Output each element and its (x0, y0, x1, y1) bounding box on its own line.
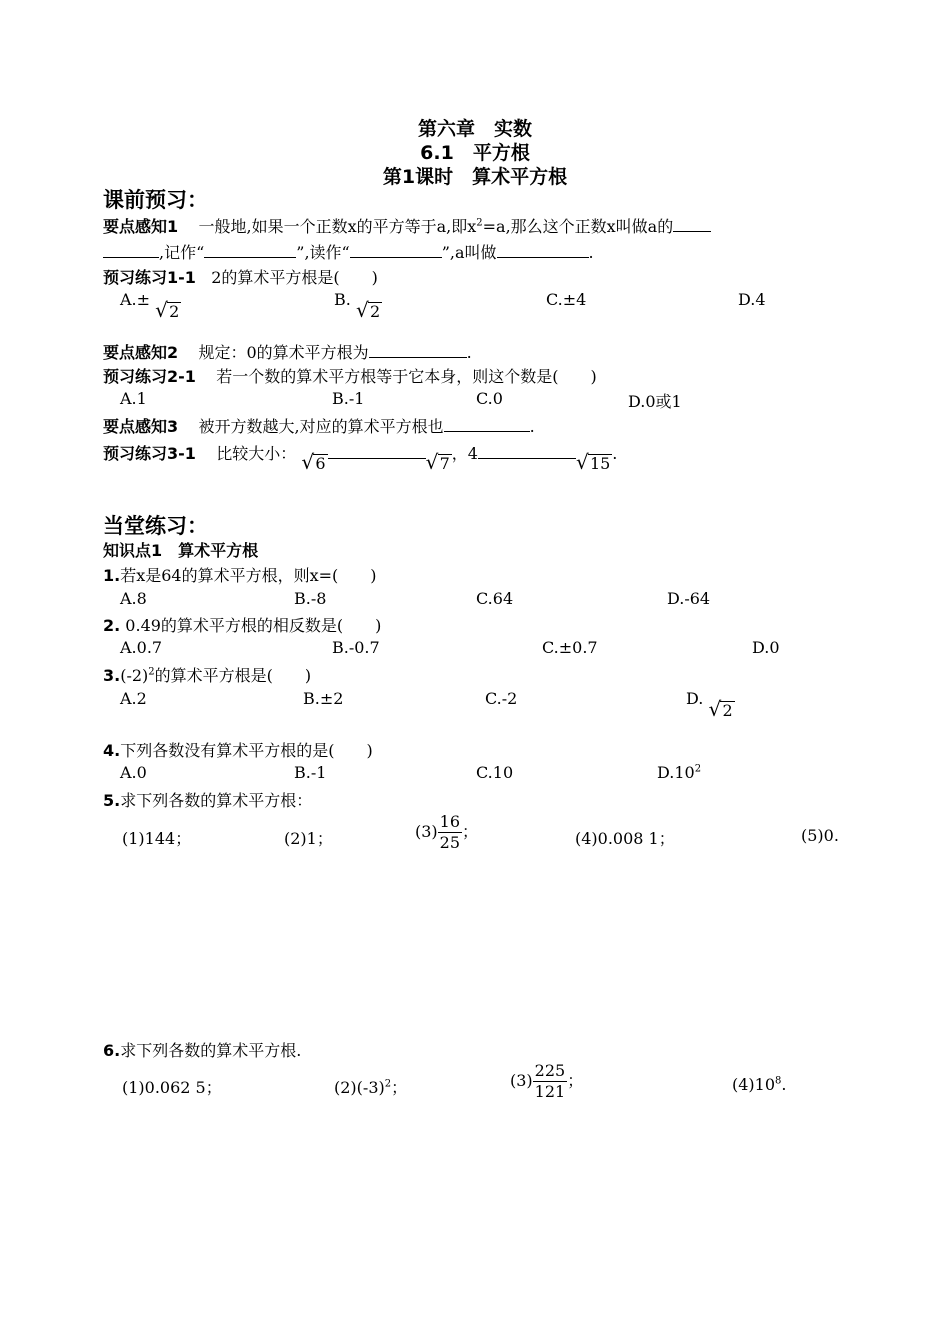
option-d[interactable] (657, 763, 701, 782)
point-2 (103, 340, 472, 363)
point-1-text-d: ”,读作“ (296, 243, 350, 262)
question-number: 6. (103, 1041, 121, 1060)
sqrt: √ 2 (155, 298, 180, 322)
option-d[interactable]: D.0或1 (628, 392, 682, 411)
exercise-1-1-text: 2的算术平方根是( ) (211, 268, 378, 287)
blank[interactable] (478, 444, 576, 459)
option-d-label: D.10 (657, 763, 695, 782)
blank[interactable] (103, 243, 159, 258)
sqrt: √ 2 (708, 697, 733, 721)
sqrt: √ 7 (425, 450, 450, 474)
item-end: . (781, 1075, 787, 1094)
end-mark: . (612, 444, 618, 463)
option-a[interactable]: A.0 (120, 763, 147, 782)
question-text: 0.49的算术平方根的相反数是( ) (120, 616, 382, 635)
question-text: 求下列各数的算术平方根. (120, 1041, 302, 1060)
option-b[interactable]: B.-1 (294, 763, 327, 782)
question-4 (103, 738, 373, 761)
option-a[interactable]: A.1 (120, 389, 147, 408)
knowledge-point-1: 知识点1 算术平方根 (103, 541, 259, 560)
question-3 (103, 663, 311, 686)
item-label: (2)(-3) (334, 1078, 385, 1097)
blank[interactable] (328, 444, 426, 459)
sqrt: √ 6 (301, 450, 326, 474)
q5-item-2: (2)1； (284, 829, 333, 848)
sqrt: √ 2 (355, 298, 381, 322)
question-text: 求下列各数的算术平方根： (120, 791, 313, 810)
option-b[interactable]: B.±2 (303, 689, 344, 708)
question-6 (103, 1038, 301, 1061)
option-a[interactable] (120, 290, 181, 322)
point-3-end: . (529, 417, 535, 436)
option-d[interactable]: D.0 (752, 638, 780, 657)
item-end: ； (567, 1071, 584, 1090)
superscript: 2 (694, 763, 702, 775)
question-2 (103, 613, 381, 636)
question-number: 2. (103, 616, 121, 635)
option-a[interactable]: A.8 (120, 589, 147, 608)
blank[interactable] (673, 217, 711, 232)
separator: ，4 (451, 444, 478, 463)
question-text: 的算术平方根是( ) (154, 666, 312, 685)
preview-heading: 课前预习： (103, 188, 208, 212)
fraction: $\frac{225}{121}$ (534, 1061, 566, 1101)
point-1-text-b: =a,那么这个正数x叫做a的 (482, 217, 674, 236)
q6-item-3 (510, 1061, 583, 1102)
question-text: 下列各数没有算术平方根的是( ) (120, 741, 373, 760)
lesson-title: 第1课时 算术平方根 (382, 166, 568, 188)
option-b[interactable]: B.-0.7 (332, 638, 380, 657)
option-b[interactable]: B.-1 (332, 389, 365, 408)
question-text: (-2) (120, 666, 149, 685)
q5-item-3 (415, 812, 478, 853)
question-number: 4. (103, 741, 121, 760)
option-d[interactable] (686, 689, 735, 721)
blank[interactable] (497, 243, 589, 258)
point-2-end: . (466, 343, 472, 362)
exercise-2-1-label: 预习练习2-1 (103, 367, 196, 386)
point-1-text-a: 一般地,如果一个正数x的平方等于a,即x (198, 217, 477, 236)
classwork-heading: 当堂练习： (103, 514, 208, 538)
point-3-label: 要点感知3 (103, 417, 179, 436)
option-a-label: A.± (120, 290, 151, 309)
item-end: ； (391, 1078, 408, 1097)
point-1-sup: 2 (476, 217, 483, 229)
item-end: ； (462, 822, 479, 841)
option-a[interactable]: A.2 (120, 689, 147, 708)
q6-item-1: (1)0.062 5； (122, 1078, 222, 1097)
option-c[interactable]: C.64 (476, 589, 514, 608)
option-c[interactable]: C.10 (476, 763, 514, 782)
question-1 (103, 563, 377, 586)
point-3-text: 被开方数越大,对应的算术平方根也 (198, 417, 444, 436)
q5-item-4: (4)0.008 1； (575, 829, 675, 848)
section-title: 6.1 平方根 (420, 142, 530, 164)
point-2-text: 规定：0的算术平方根为 (198, 343, 369, 362)
question-number: 1. (103, 566, 121, 585)
option-c[interactable]: C.-2 (485, 689, 518, 708)
q5-item-5: (5)0. (801, 826, 839, 845)
blank[interactable] (444, 417, 530, 432)
point-1-text-f: . (588, 243, 594, 262)
option-b[interactable] (334, 290, 382, 322)
item-label: (3) (415, 822, 438, 841)
exercise-3-1 (103, 441, 618, 474)
superscript: 2 (384, 1078, 392, 1090)
option-c[interactable]: C.±0.7 (542, 638, 598, 657)
option-d[interactable]: D.4 (738, 290, 766, 309)
option-d[interactable]: D.-64 (667, 589, 711, 608)
chapter-title: 第六章 实数 (417, 118, 532, 140)
q5-item-1: (1)144； (122, 829, 192, 848)
point-1-text-c: ,记作“ (159, 243, 205, 262)
point-1-line-1 (103, 214, 711, 237)
fraction: $\frac{16}{25}$ (439, 812, 461, 852)
point-2-label: 要点感知2 (103, 343, 179, 362)
exercise-2-1-text: 若一个数的算术平方根等于它本身，则这个数是( ) (216, 367, 597, 386)
option-b-label: B. (334, 290, 351, 309)
question-text: 若x是64的算术平方根，则x=( ) (120, 566, 377, 585)
exercise-1-1 (103, 265, 378, 288)
exercise-1-1-label: 预习练习1-1 (103, 268, 196, 287)
blank[interactable] (369, 343, 467, 358)
option-b[interactable]: B.-8 (294, 589, 327, 608)
option-a[interactable]: A.0.7 (120, 638, 163, 657)
q6-item-4 (732, 1075, 787, 1094)
item-label: (3) (510, 1071, 533, 1090)
point-1-text-e: ”,a叫做 (441, 243, 497, 262)
item-label: (4)10 (732, 1075, 776, 1094)
question-number: 3. (103, 666, 121, 685)
question-5 (103, 788, 312, 811)
point-1-line-2 (103, 240, 594, 263)
exercise-3-1-label: 预习练习3-1 (103, 444, 196, 463)
blank[interactable] (204, 243, 296, 258)
exercise-3-1-text: 比较大小： (216, 444, 297, 463)
point-1-label: 要点感知1 (103, 217, 179, 236)
option-c[interactable]: C.±4 (546, 290, 587, 309)
superscript: 8 (775, 1075, 782, 1087)
exercise-2-1 (103, 364, 597, 387)
blank[interactable] (350, 243, 442, 258)
question-number: 5. (103, 791, 121, 810)
point-3 (103, 414, 535, 437)
q6-item-2 (334, 1075, 407, 1098)
option-c[interactable]: C.0 (476, 389, 503, 408)
sqrt: √ 15 (575, 450, 611, 474)
superscript: 2 (148, 666, 155, 678)
option-d-label: D. (686, 689, 704, 708)
